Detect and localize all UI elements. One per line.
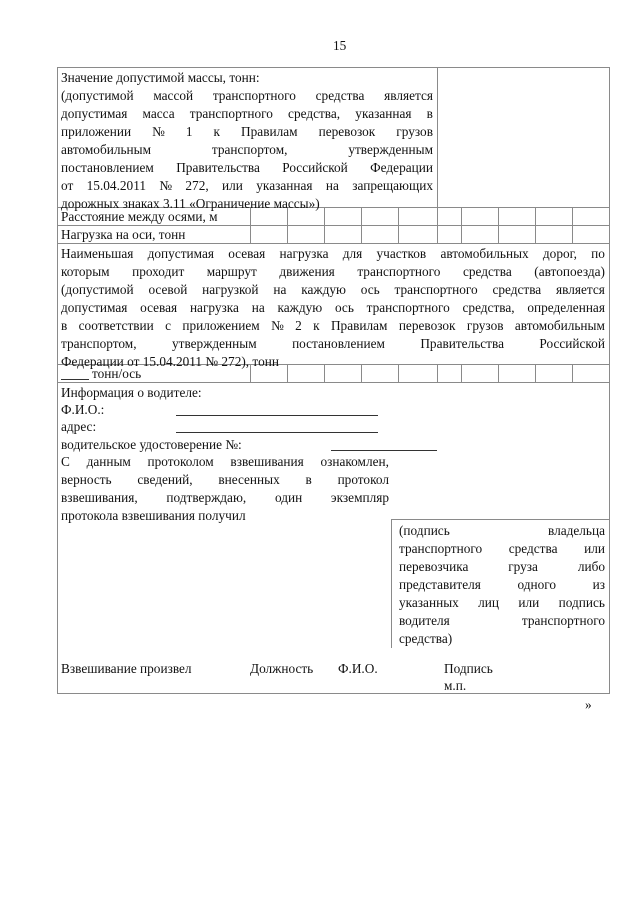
signature-note: (подпись владельца транспортного средства или перевозчика груза либо представителя одного из указанных лиц или подпись водителя транспортного средства) bbox=[399, 523, 605, 646]
tonnes-per-axle-label: тонн/ось bbox=[92, 366, 142, 381]
weighing-fio: Ф.И.О. bbox=[338, 661, 378, 676]
weighing-signature: Подпись bbox=[444, 661, 493, 676]
axle-load-label: Нагрузка на оси, тонн bbox=[61, 227, 186, 242]
driver-address-field[interactable] bbox=[176, 432, 378, 433]
axle-distance-label: Расстояние между осями, м bbox=[61, 209, 218, 224]
driver-fio-field[interactable] bbox=[176, 415, 378, 416]
page-number: 15 bbox=[333, 38, 347, 53]
permissible-mass-text: Значение допустимой массы, тонн: (допустимой массой транспортного средства является допустимая масса транспортного средства, указанная в приложении № 1 к Правилам перевозок грузов автомобильным транспортом, утвержденным постановлением Правительства Российской Федерации от 15.04.2011 № 272, или указанная на запрещающих дорожных знаках 3.11 «Ограничение массы») bbox=[61, 70, 433, 211]
driver-fio-label: Ф.И.О.: bbox=[61, 402, 105, 417]
acknowledgement-text: С данным протоколом взвешивания ознакомлен, верность сведений, внесенных в протокол взвешивания, подтверждаю, один экземпляр протокола взвешивания получил bbox=[61, 454, 389, 523]
weighing-stamp: м.п. bbox=[444, 678, 467, 693]
weighing-position: Должность bbox=[250, 661, 314, 676]
closing-mark: » bbox=[585, 697, 592, 712]
driver-license-field[interactable] bbox=[331, 450, 437, 451]
min-axle-load-text: Наименьшая допустимая осевая нагрузка для участков автомобильных дорог, по которым проходит маршрут движения транспортного средства (автопоезда) (допустимой осевой нагрузкой на каждую ось транспортного средства является допустимая осевая нагрузка на каждую ось транспортного средства, определенная в соответствии с приложением № 2 к Правилам перевозок грузов автомобильным транспортом, утвержденным постановлением Правительства Российской Федерации от 15.04.2011 № 272), тонн bbox=[61, 246, 605, 369]
tonnes-blank-line bbox=[61, 379, 89, 380]
driver-heading: Информация о водителе: bbox=[61, 385, 202, 400]
weighing-performed-by: Взвешивание произвел bbox=[61, 661, 192, 676]
driver-license-label: водительское удостоверение №: bbox=[61, 437, 242, 452]
driver-address-label: адрес: bbox=[61, 419, 97, 434]
